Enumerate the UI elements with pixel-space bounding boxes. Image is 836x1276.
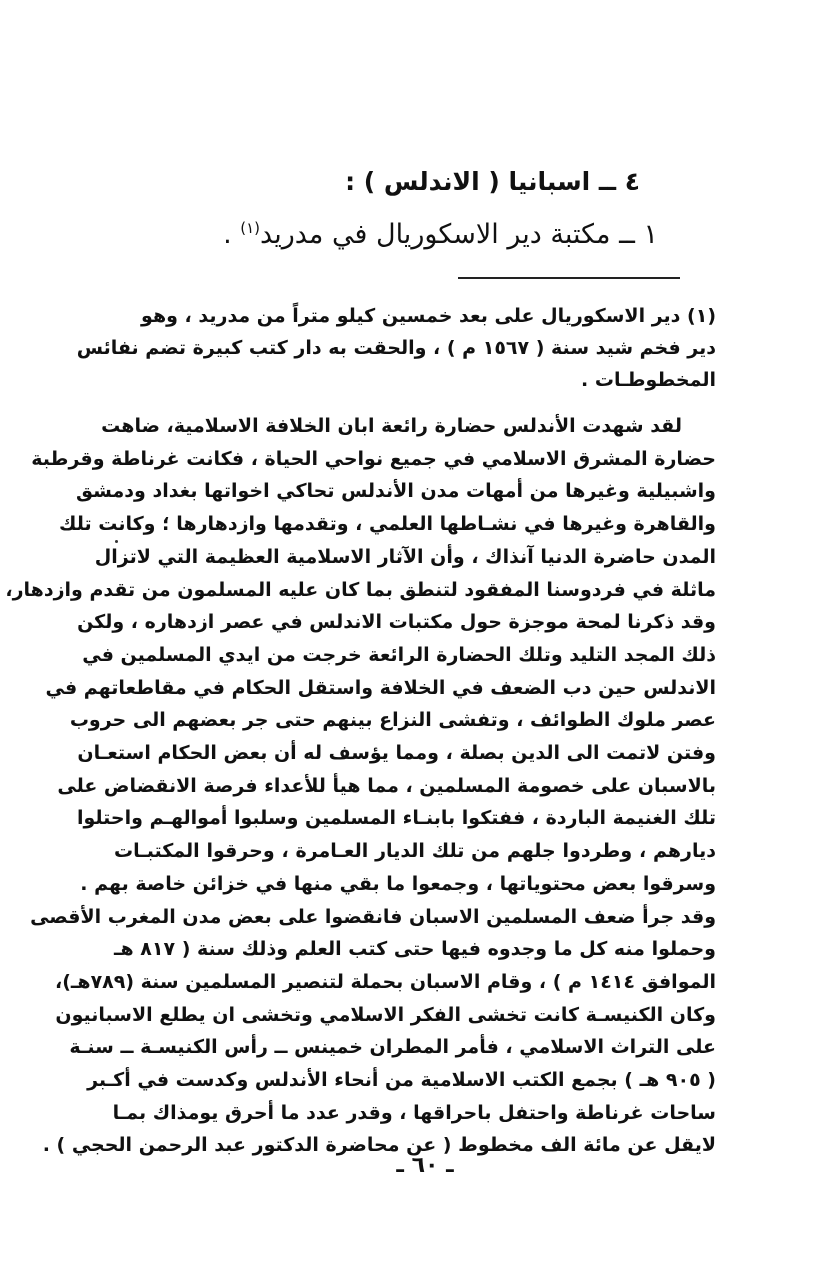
footnote-separator-rule [458,277,680,279]
page-number: ـ ٦٠ ـ [396,1153,454,1178]
body-line: ذلك المجد التليد وتلك الحضارة الرائعة خرجت من ايدي المسلمين في [82,643,716,666]
subsection-heading-trailing: . [223,219,241,250]
body-line: الموافق ١٤١٤ م ) ، وقام الاسبان بحملة لتنصير المسلمين سنة (٧٨٩هـ)، [54,970,716,993]
body-line: الاندلس حين دب الضعف في الخلافة واستقل الحكام في مقاطعاتهم في [45,676,716,699]
body-line: بالاسبان على خصومة المسلمين ، مما هيأ للأعداء فرصة الانقضاض على [57,774,716,797]
body-line: وكان الكنيسـة كانت تخشى الفكر الاسلامي وتخشى ان يطلع الاسبانيون [55,1003,716,1026]
body-line: تلك الغنيمة الباردة ، ففتكوا بابنـاء المسلمين وسلبوا أموالهـم واحتلوا [77,807,716,830]
body-line: على التراث الاسلامي ، فأمر المطران خمينس ــ رأس الكنيسـة ــ سنـة [69,1036,716,1059]
body-line: وفتن لاتمت الى الدين بصلة ، ومما يؤسف له أن بعض الحكام استعـان [77,742,716,765]
footnote-block [76,300,716,396]
subsection-heading-escorial [223,214,658,256]
body-line: المدن حاضرة الدنيا آنذاك ، وأن الآثار الاسلامية العظيمة التي لاتزال [94,545,716,568]
body-line: وحملوا منه كل ما وجدوه فيها حتى كتب العلم وذلك سنة ( ٨١٧ هـ [114,938,716,961]
body-line: ديارهم ، وطردوا جلهم من تلك الديار العـامرة ، وحرقوا المكتبـات [114,840,716,863]
body-line: لقد شهدت الأندلس حضارة رائعة ابان الخلافة الاسلامية، ضاهت [101,415,682,437]
footnote-line: دير فخم شيد سنة ( ١٥٦٧ م ) ، والحقت به دار كتب كبيرة تضم نفائس [76,337,716,359]
body-line: عصر ملوك الطوائف ، وتفشى النزاع بينهم حتى جر بعضهم الى حروب [69,709,716,732]
footnote-marker: (١) [240,219,261,237]
body-line: لايقل عن مائة الف مخطوط ( عن محاضرة الدكتور عبد الرحمن الحجي ) . [42,1134,716,1157]
body-line: وقد جرأ ضعف المسلمين الاسبان فانقضوا على بعض مدن المغرب الأقصى [30,905,716,928]
body-line: والقاهرة وغيرها في نشـاطها العلمي ، وتقدمها وازدهارها ؛ وكانت تلك [59,513,716,536]
body-line: واشبيلية وغيرها من أمهات مدن الأندلس تحاكي اخواتها بغداد ودمشق [76,480,716,503]
body-line: وقد ذكرنا لمحة موجزة حول مكتبات الاندلس في عصر ازدهاره ، ولكن [77,611,716,634]
body-line: ماثلة في فردوسنا المفقود لتنطق بما كان عليه المسلمون من تقدم وازدهار، [5,578,716,601]
section-heading-spain: ٤ ــ اسبانيا ( الاندلس ) : [345,167,640,196]
body-line: وسرقوا بعض محتوياتها ، وجمعوا ما بقي منها في خزائن خاصة بهم . [80,872,716,895]
body-line: حضارة المشرق الاسلامي في جميع نواحي الحياة ، فكانت غرناطة وقرطبة [31,447,716,470]
body-paragraph [5,410,716,1162]
body-line: ( ٩٠٥ هـ ) بجمع الكتب الاسلامية من أنحاء الأندلس وكدست في أكـبر [87,1069,716,1092]
subsection-heading-text: ١ ــ مكتبة دير الاسكوريال في مدريد [260,219,658,250]
footnote-line: المخطوطـات . [581,369,716,391]
footnote-line: (١) دير الاسكوريال على بعد خمسين كيلو متراً من مدريد ، وهو [141,305,716,327]
body-line: ساحات غرناطة واحتفل باحراقها ، وقدر عدد ما أحرق يومذاك بمـا [112,1101,716,1124]
